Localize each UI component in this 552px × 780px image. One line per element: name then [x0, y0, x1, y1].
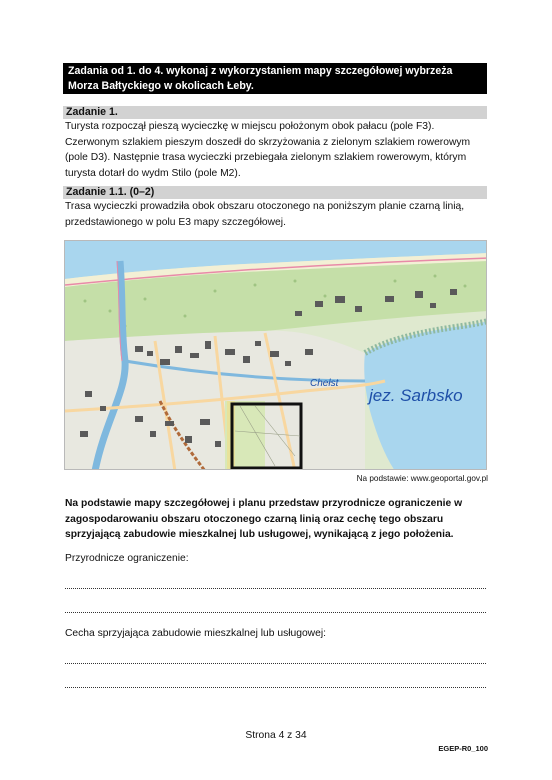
map-label-lake: jez. Sarbsko: [369, 386, 463, 405]
answer-line-4[interactable]: [65, 687, 486, 688]
task-1-1-text: Trasa wycieczki prowadziła obok obszaru otoczonego na poniższym planie czarną linią, przedstawionego w polu E3 mapy szczegółowej.: [65, 201, 465, 228]
answer-label-favourable-feature: Cecha sprzyjająca zabudowie mieszkalnej lub usługowej:: [65, 628, 326, 639]
task-1-heading: Zadanie 1.: [63, 106, 487, 119]
answer-line-2[interactable]: [65, 612, 486, 613]
question-prompt: Na podstawie mapy szczegółowej i planu przedstaw przyrodnicze ograniczenie w zagospodarowaniu obszaru otoczonego czarną linią oraz cechę tego obszaru sprzyjającą zabudowie mieszkalnej lub usługowej, wynikającą z jego położenia.: [65, 498, 463, 541]
answer-label-natural-constraint: Przyrodnicze ograniczenie:: [65, 553, 189, 564]
map-source-note: Na podstawie: www.geoportal.gov.pl: [356, 474, 488, 483]
task-1-1-heading: Zadanie 1.1. (0–2): [63, 186, 487, 199]
page-number: Strona 4 z 34: [245, 730, 307, 741]
tasks-intro-banner: Zadania od 1. do 4. wykonaj z wykorzystaniem mapy szczegółowej wybrzeża Morza Bałtyckiego w okolicach Łeby.: [63, 63, 487, 94]
answer-line-3[interactable]: [65, 663, 486, 664]
answer-line-1[interactable]: [65, 588, 486, 589]
topographic-map: [64, 240, 487, 470]
task-1-text: Turysta rozpoczął pieszą wycieczkę w miejscu położonym obok pałacu (pole F3). Czerwonym szlakiem pieszym doszedł do skrzyżowania z zielonym szlakiem rowerowym (pole D3). Następnie trasa wycieczki przebiegała zielonym szlakiem rowerowym, którym turysta dotarł do wydm Stilo (pole M2).: [65, 121, 471, 179]
exam-code: EGEP-R0_100: [438, 744, 488, 753]
map-label-river: Chełst: [310, 378, 339, 389]
